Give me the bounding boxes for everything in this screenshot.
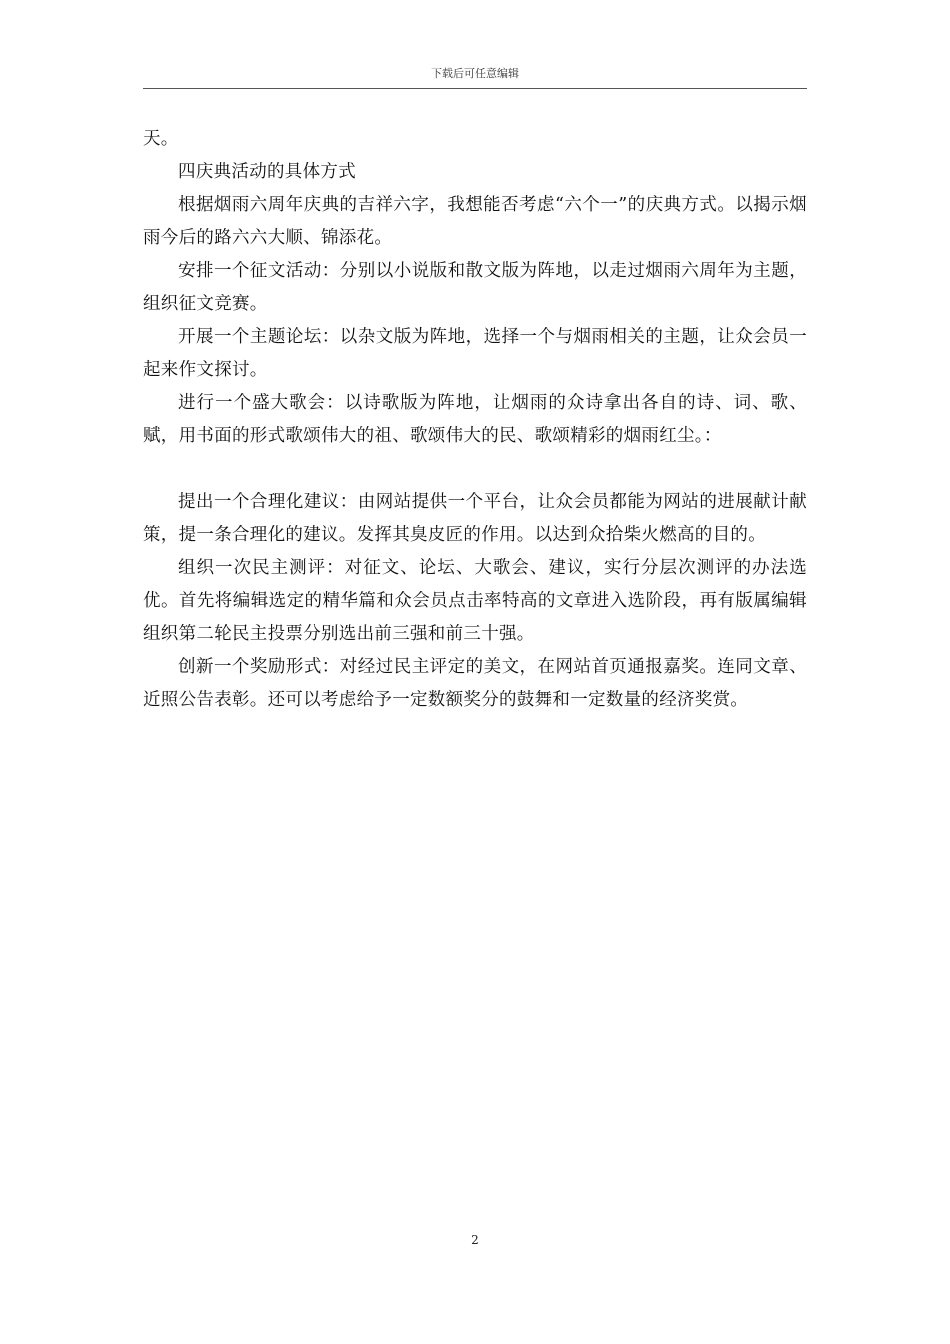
page-header: 下载后可任意编辑	[431, 67, 519, 80]
paragraph: 根据烟雨六周年庆典的吉祥六字，我想能否考虑“六个一”的庆典方式。以揭示烟雨今后的路六六大顺、锦添花。	[143, 195, 807, 248]
paragraph: 安排一个征文活动：分别以小说版和散文版为阵地，以走过烟雨六周年为主题，组织征文竞赛。	[143, 261, 807, 314]
page-number: 2	[471, 1233, 479, 1247]
blank-line	[143, 453, 807, 486]
paragraph: 提出一个合理化建议：由网站提供一个平台，让众会员都能为网站的进展献计献策，提一条合理化的建议。发挥其臭皮匠的作用。以达到众拾柴火燃高的目的。	[143, 492, 807, 545]
paragraph: 创新一个奖励形式：对经过民主评定的美文，在网站首页通报嘉奖。连同文章、近照公告表彰。还可以考虑给予一定数额奖分的鼓舞和一定数量的经济奖赏。	[143, 657, 807, 710]
paragraph: 组织一次民主测评：对征文、论坛、大歌会、建议，实行分层次测评的办法选优。首先将编辑选定的精华篇和众会员点击率特高的文章进入选阶段，再有版属编辑组织第二轮民主投票分别选出前三强和前三十强。	[143, 558, 807, 644]
section-heading: 四庆典活动的具体方式	[178, 162, 356, 182]
paragraph-continuation: 天。	[143, 129, 179, 149]
header-divider	[143, 88, 807, 89]
paragraph: 进行一个盛大歌会：以诗歌版为阵地，让烟雨的众诗拿出各自的诗、词、歌、赋，用书面的形式歌颂伟大的祖、歌颂伟大的民、歌颂精彩的烟雨红尘。：	[143, 393, 807, 446]
paragraph: 开展一个主题论坛：以杂文版为阵地，选择一个与烟雨相关的主题，让众会员一起来作文探讨。	[143, 327, 807, 380]
document-body	[143, 123, 807, 717]
